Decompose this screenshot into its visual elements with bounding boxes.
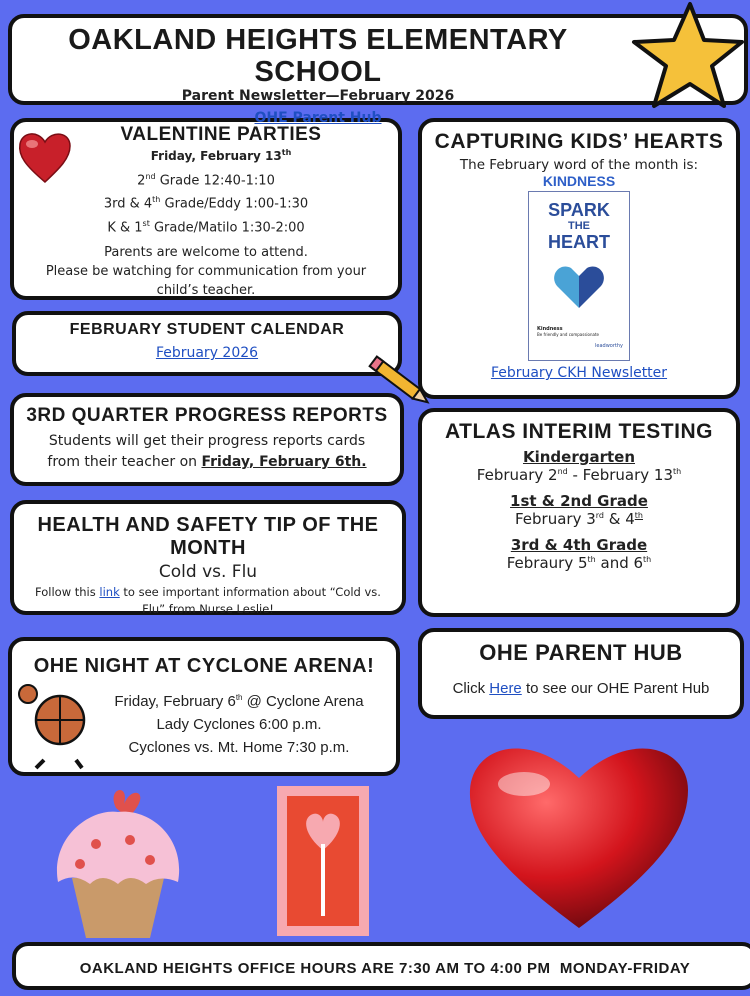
capturing-kids-hearts-box: [418, 118, 740, 399]
blue-heart-icon: [551, 260, 607, 310]
health-link[interactable]: link: [99, 585, 120, 599]
big-heart-icon: [466, 734, 692, 932]
atlas-group-label: Kindergarten: [522, 448, 636, 466]
calendar-box: [12, 311, 402, 376]
calendar-title: FEBRUARY STUDENT CALENDAR: [69, 321, 345, 338]
spark-the-heart-poster: [528, 191, 630, 361]
valentine-note: Please be watching for communication from your child’s teacher.: [45, 263, 367, 298]
atlas-group: [422, 492, 736, 528]
parent-hub-link[interactable]: OHE Parent Hub: [254, 110, 382, 126]
heart-icon: [16, 128, 74, 184]
cyclone-game: Lady Cyclones 6:00 p.m.: [156, 716, 322, 733]
atlas-group: [422, 448, 736, 484]
poster-text: SPARK: [548, 200, 610, 220]
school-title: OAKLAND HEIGHTS ELEMENTARY SCHOOL: [68, 24, 568, 88]
progress-text: Students will get their progress reports cards from their teacher on Friday, February 6th.: [47, 433, 367, 470]
party-time: 3rd & 4th Grade/Eddy 1:00-1:30: [103, 195, 309, 212]
cupcake-icon: [50, 778, 186, 942]
ckh-word: KINDNESS: [542, 173, 616, 189]
basketball-mascot-icon: [16, 676, 100, 772]
ckh-text: The February word of the month is:: [459, 157, 699, 173]
cyclone-title: OHE NIGHT AT CYCLONE ARENA!: [33, 655, 375, 677]
poster-text: HEART: [548, 232, 610, 252]
atlas-testing-box: [418, 408, 740, 617]
poster-brand: leadworthy: [595, 343, 623, 349]
atlas-group-label: 3rd & 4th Grade: [510, 536, 648, 554]
hub-text: Click Here to see our OHE Parent Hub: [452, 680, 710, 697]
party-time: 2nd Grade 12:40-1:10: [137, 172, 275, 189]
ckh-title: CAPTURING KIDS’ HEARTS: [434, 130, 724, 153]
progress-reports-box: [10, 393, 404, 486]
ckh-newsletter-link[interactable]: February CKH Newsletter: [490, 365, 668, 381]
hub-title: OHE PARENT HUB: [479, 640, 683, 665]
cyclone-date: Friday, February 6th @ Cyclone Arena: [114, 693, 364, 710]
newsletter-subtitle: Parent Newsletter—February 2026: [181, 88, 455, 104]
poster-subcaption: Be friendly and compassionate: [537, 332, 599, 337]
poster-text: THE: [568, 220, 590, 232]
health-subtitle: Cold vs. Flu: [158, 562, 258, 582]
atlas-title: ATLAS INTERIM TESTING: [445, 420, 713, 443]
atlas-group: [422, 536, 736, 572]
calendar-link[interactable]: February 2026: [155, 345, 259, 361]
lollipop-stamp-icon: [275, 784, 371, 938]
valentine-date: Friday, February 13th: [150, 148, 292, 163]
hub-here-link[interactable]: Here: [489, 680, 522, 697]
atlas-group-label: 1st & 2nd Grade: [510, 492, 648, 510]
health-tip-box: [10, 500, 406, 615]
star-icon: [622, 0, 746, 112]
progress-title: 3RD QUARTER PROGRESS REPORTS: [26, 405, 388, 426]
atlas-group-dates: February 2nd - February 13th: [476, 466, 682, 484]
health-title: HEALTH AND SAFETY TIP OF THE MONTH: [37, 514, 379, 559]
poster-caption: Kindness: [537, 326, 563, 332]
health-text: Follow this link to see important information about “Cold vs. Flu” from Nurse Leslie!: [35, 585, 381, 616]
parent-hub-box: [418, 628, 744, 719]
valentine-note: Parents are welcome to attend.: [104, 244, 308, 260]
atlas-group-dates: Febraury 5th and 6th: [506, 554, 652, 572]
cyclone-game: Cyclones vs. Mt. Home 7:30 p.m.: [128, 739, 350, 756]
atlas-group-dates: February 3rd & 4th: [514, 510, 643, 528]
office-hours: OAKLAND HEIGHTS OFFICE HOURS ARE 7:30 AM TO 4:00 PM MONDAY-FRIDAY: [79, 960, 691, 977]
party-time: K & 1st Grade/Matilo 1:30-2:00: [107, 218, 305, 235]
valentine-title: VALENTINE PARTIES: [120, 124, 322, 145]
footer-box: [12, 942, 750, 990]
